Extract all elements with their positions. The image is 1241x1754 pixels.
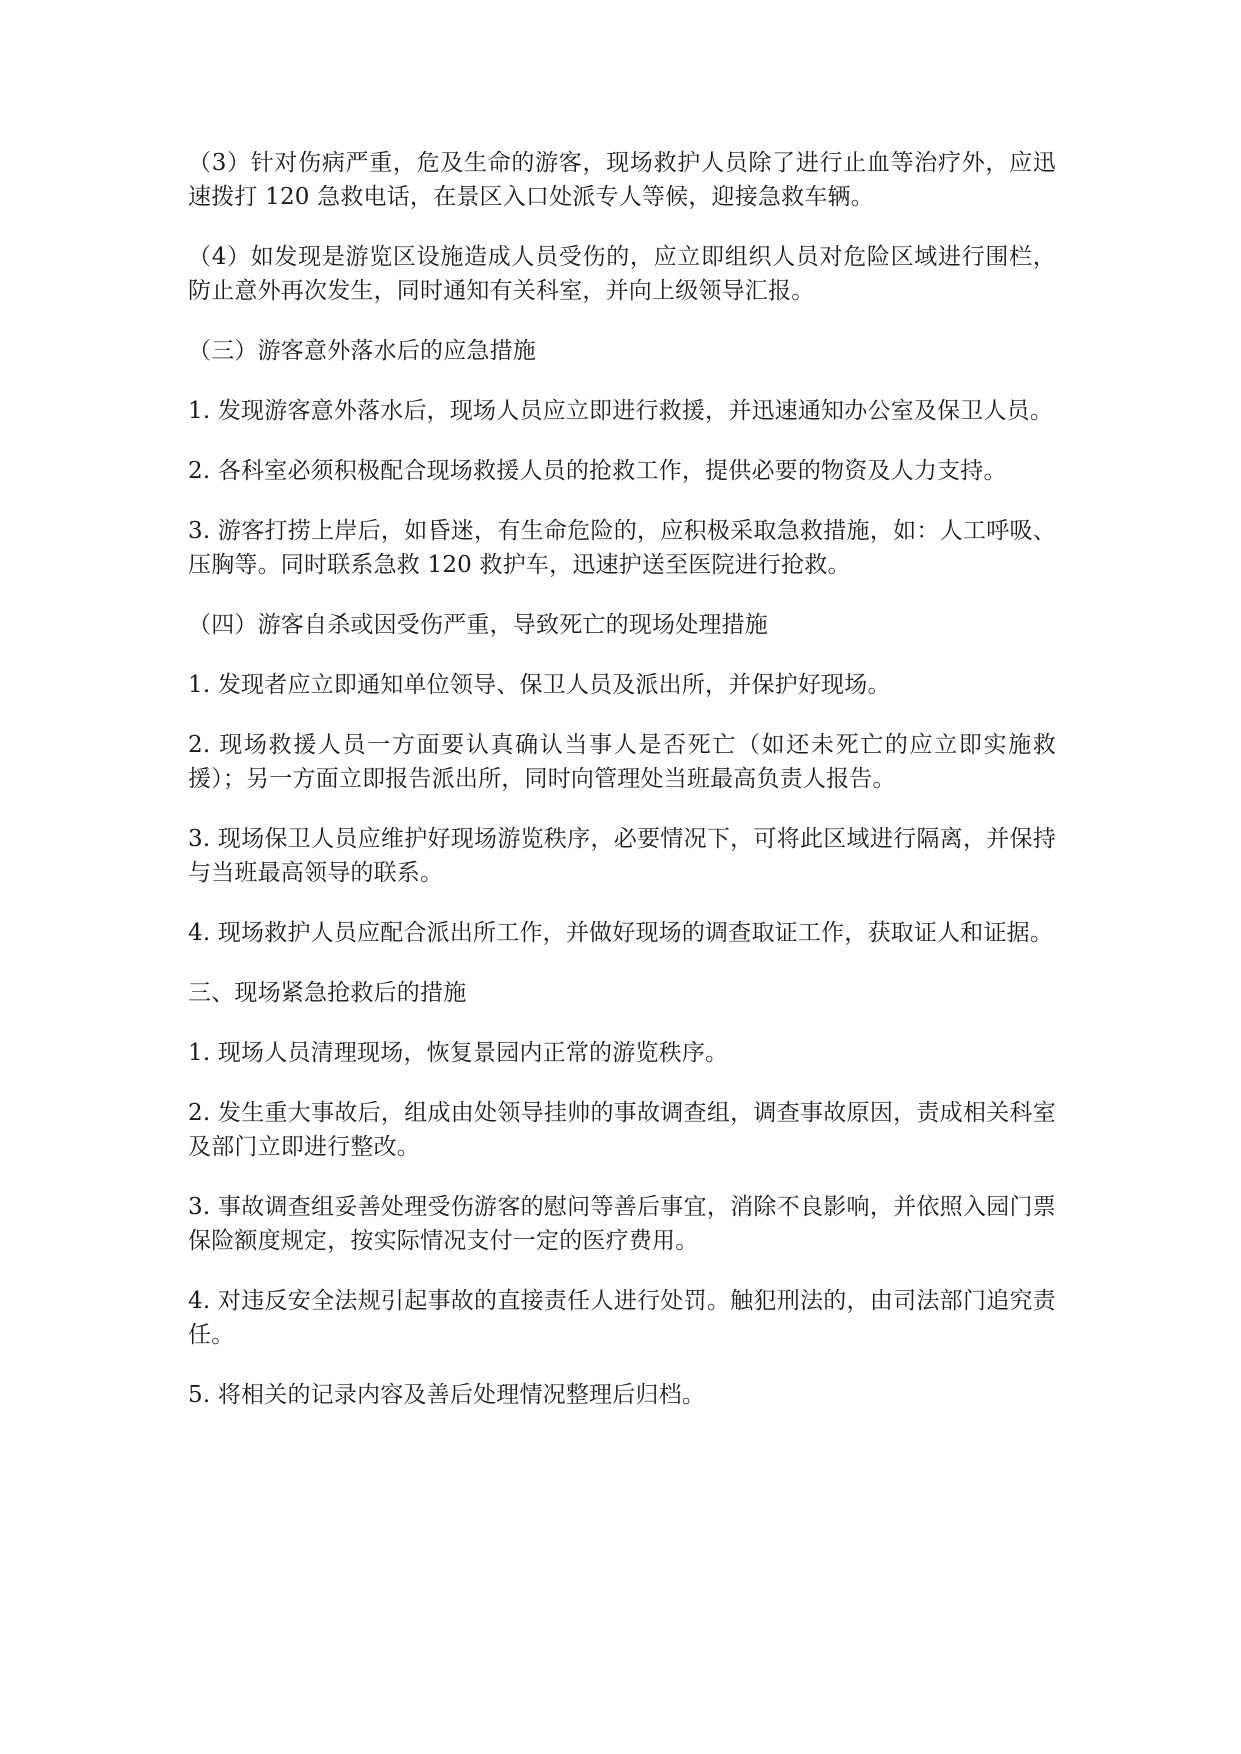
- section-heading-after-rescue: 三、现场紧急抢救后的措施: [188, 980, 467, 1006]
- paragraph-after-5: 5. 将相关的记录内容及善后处理情况整理后归档。: [188, 1382, 706, 1408]
- paragraph-death-4: 4. 现场救护人员应配合派出所工作，并做好现场的调查取证工作，获取证人和证据。: [188, 920, 1054, 946]
- paragraph-facility-injury: （4）如发现是游览区设施造成人员受伤的，应立即组织人员对危险区域进行围栏，防止意外再次发生，同时通知有关科室，并向上级领导汇报。: [188, 244, 1056, 304]
- paragraph-death-2: 2. 现场救援人员一方面要认真确认当事人是否死亡（如还未死亡的应立即实施救援）；另一方面立即报告派出所，同时向管理处当班最高负责人报告。: [188, 732, 1056, 792]
- paragraph-death-3: 3. 现场保卫人员应维护好现场游览秩序，必要情况下，可将此区域进行隔离，并保持与当班最高领导的联系。: [188, 826, 1056, 886]
- paragraph-injury-severe: （3）针对伤病严重，危及生命的游客，现场救护人员除了进行止血等治疗外，应迅速拨打 120 急救电话，在景区入口处派专人等候，迎接急救车辆。: [188, 150, 1056, 210]
- paragraph-after-3: 3. 事故调查组妥善处理受伤游客的慰问等善后事宜，消除不良影响，并依照入园门票保险额度规定，按实际情况支付一定的医疗费用。: [188, 1194, 1056, 1254]
- document-page: [188, 146, 1056, 1438]
- section-heading-drowning: （三）游客意外落水后的应急措施: [188, 338, 536, 364]
- paragraph-after-1: 1. 现场人员清理现场，恢复景园内正常的游览秩序。: [188, 1040, 729, 1066]
- paragraph-drowning-2: 2. 各科室必须积极配合现场救援人员的抢救工作，提供必要的物资及人力支持。: [188, 458, 1007, 484]
- paragraph-drowning-1: 1. 发现游客意外落水后，现场人员应立即进行救援，并迅速通知办公室及保卫人员。: [188, 398, 1054, 424]
- paragraph-death-1: 1. 发现者应立即通知单位领导、保卫人员及派出所，并保护好现场。: [188, 672, 891, 698]
- paragraph-after-2: 2. 发生重大事故后，组成由处领导挂帅的事故调查组，调查事故原因，责成相关科室及部门立即进行整改。: [188, 1100, 1056, 1160]
- section-heading-death: （四）游客自杀或因受伤严重，导致死亡的现场处理措施: [188, 612, 768, 638]
- paragraph-drowning-3: 3. 游客打捞上岸后，如昏迷，有生命危险的，应积极采取急救措施，如：人工呼吸、压胸等。同时联系急救 120 救护车，迅速护送至医院进行抢救。: [188, 518, 1056, 578]
- paragraph-after-4: 4. 对违反安全法规引起事故的直接责任人进行处罚。触犯刑法的，由司法部门追究责任。: [188, 1288, 1056, 1348]
